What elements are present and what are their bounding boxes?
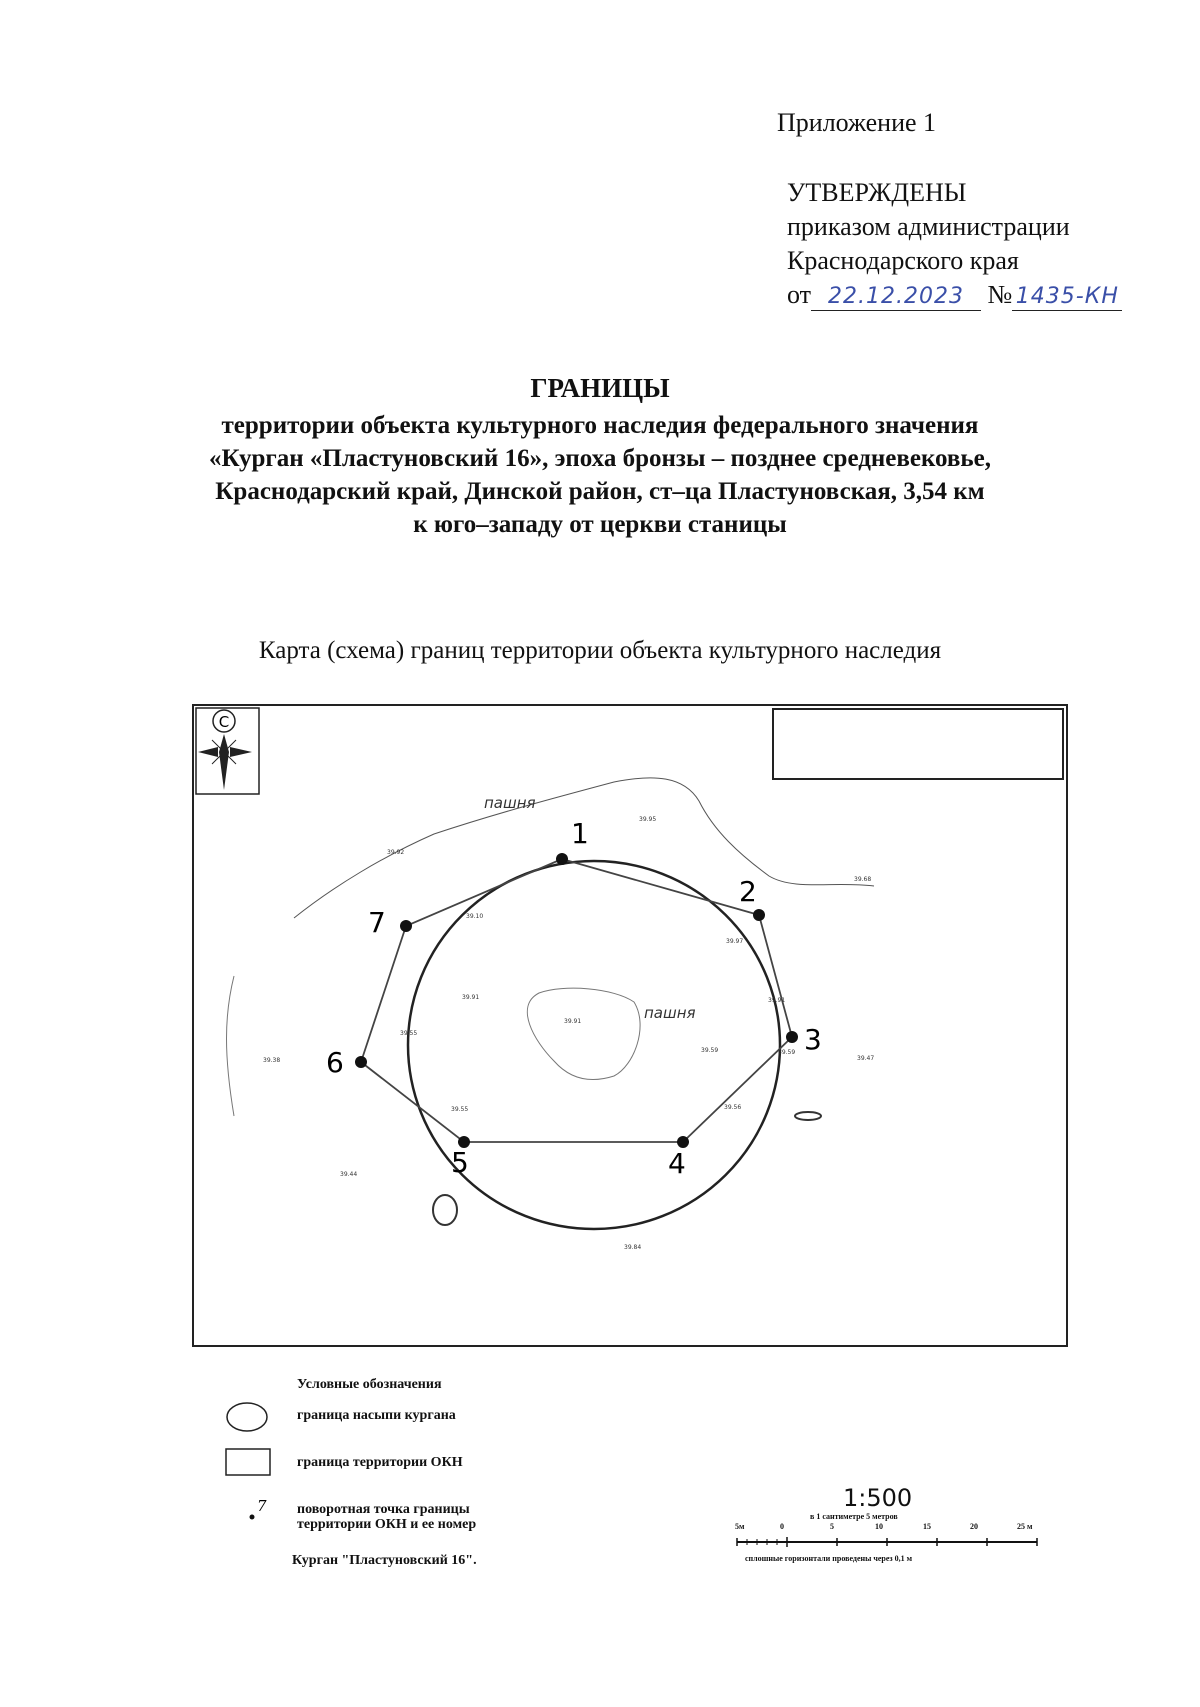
legend-point-line-2: территории ОКН и ее номер	[297, 1517, 477, 1532]
svg-text:5: 5	[451, 1146, 469, 1179]
inner-field-outline	[527, 988, 640, 1079]
elevation-mark: 39.84	[624, 1244, 642, 1251]
elevation-mark: 39.44	[340, 1171, 358, 1178]
elevation-mark: 39.91	[768, 997, 786, 1004]
svg-text:3: 3	[804, 1023, 822, 1056]
handwritten-number: 1435-КН	[1012, 284, 1122, 311]
heading-line-3: Краснодарский край, Динской район, ст–ца Пластуновская, 3,54 км	[215, 478, 985, 505]
heading-line-2: «Курган «Пластуновский 16», эпоха бронзы – позднее средневековье,	[209, 445, 991, 472]
legend-mound-label: граница насыпи кургана	[297, 1408, 456, 1423]
scale-tick: 15	[923, 1522, 931, 1531]
boundary-map	[192, 704, 1068, 1347]
scale-tick: 0	[780, 1522, 784, 1531]
elevation-mark: 39.59	[701, 1047, 719, 1054]
heading-main: ГРАНИЦЫ	[530, 373, 670, 403]
field-label-center: пашня	[644, 1004, 696, 1022]
legend-circle-icon	[225, 1400, 275, 1434]
elevation-mark: 39.59	[778, 1049, 796, 1056]
legend-point-label	[297, 1502, 476, 1532]
elevation-mark: 39.91	[462, 994, 480, 1001]
map-info-box	[773, 709, 1063, 779]
approved-line-1: приказом администрации	[787, 212, 1070, 241]
left-contour	[227, 976, 235, 1116]
elevation-mark: 39.95	[639, 816, 657, 823]
elevation-mark: 39.92	[387, 849, 405, 856]
legend-point-line-1: поворотная точка границы	[297, 1502, 470, 1517]
svg-text:4: 4	[668, 1147, 686, 1180]
turning-point-6	[326, 1046, 367, 1079]
svg-text:7: 7	[257, 1497, 267, 1515]
elevation-mark: 39.56	[724, 1104, 742, 1111]
elevation-mark: 39.91	[564, 1018, 582, 1025]
elevation-mark: 39.38	[263, 1057, 281, 1064]
approval-block	[787, 176, 1122, 312]
svg-text:1: 1	[571, 817, 589, 850]
elevation-mark: 39.55	[400, 1030, 418, 1037]
elevation-mark: 39.47	[857, 1055, 875, 1062]
legend-point-icon	[245, 1497, 275, 1525]
north-arrow-icon	[198, 710, 252, 790]
map-subtitle: Карта (схема) границ территории объекта культурного наследия	[258, 637, 942, 664]
approved-line-2: Краснодарского края	[787, 246, 1019, 275]
legend-rectangle-icon	[225, 1448, 273, 1478]
scale-tick: 20	[970, 1522, 978, 1531]
scale-tick-labels	[735, 1522, 1055, 1536]
turning-point-7	[368, 906, 412, 939]
date-prefix: от	[787, 280, 812, 309]
scale-ratio: 1:500	[843, 1484, 913, 1512]
turning-point-1	[556, 817, 589, 865]
scale-tick: 25 м	[1017, 1522, 1033, 1531]
elevation-mark: 39.97	[726, 938, 744, 945]
svg-text:6: 6	[326, 1046, 344, 1079]
elevation-mark: 39.55	[451, 1106, 469, 1113]
scale-bar	[735, 1535, 1055, 1549]
contour-note: сплошные горизонтали проведены через 0,1 м	[745, 1554, 913, 1563]
elevation-mark: 39.10	[466, 913, 484, 920]
small-pond-shape	[433, 1195, 457, 1225]
svg-text:2: 2	[739, 875, 757, 908]
field-label-top: пашня	[484, 794, 536, 812]
territory-boundary-polygon	[361, 859, 792, 1142]
legend-title: Условные обозначения	[297, 1377, 442, 1392]
svg-text:С: С	[218, 713, 230, 731]
svg-text:7: 7	[368, 906, 386, 939]
number-prefix: №	[987, 280, 1013, 309]
heading-line-1: территории объекта культурного наследия федерального значения	[221, 412, 979, 439]
turning-point-2	[739, 875, 765, 921]
object-name-label: Курган "Пластуновский 16".	[292, 1553, 477, 1568]
approved-title: УТВЕРЖДЕНЫ	[787, 178, 967, 207]
handwritten-date: 22.12.2023	[811, 284, 981, 311]
scale-tick: 5	[830, 1522, 834, 1531]
elevation-mark: 39.68	[854, 876, 872, 883]
scale-note: в 1 сантиметре 5 метров	[810, 1512, 898, 1521]
legend-territory-label: граница территории ОКН	[297, 1455, 463, 1470]
document-heading	[150, 372, 1050, 541]
approval-date-number	[787, 278, 1122, 312]
appendix-label: Приложение 1	[777, 108, 937, 137]
heading-line-4: к юго–западу от церкви станицы	[413, 511, 787, 538]
scale-tick: 10	[875, 1522, 883, 1531]
turning-point-5	[451, 1136, 470, 1179]
small-feature-shape	[795, 1112, 821, 1120]
map-drawing	[194, 706, 1066, 1345]
scale-tick: 5м	[735, 1522, 745, 1531]
